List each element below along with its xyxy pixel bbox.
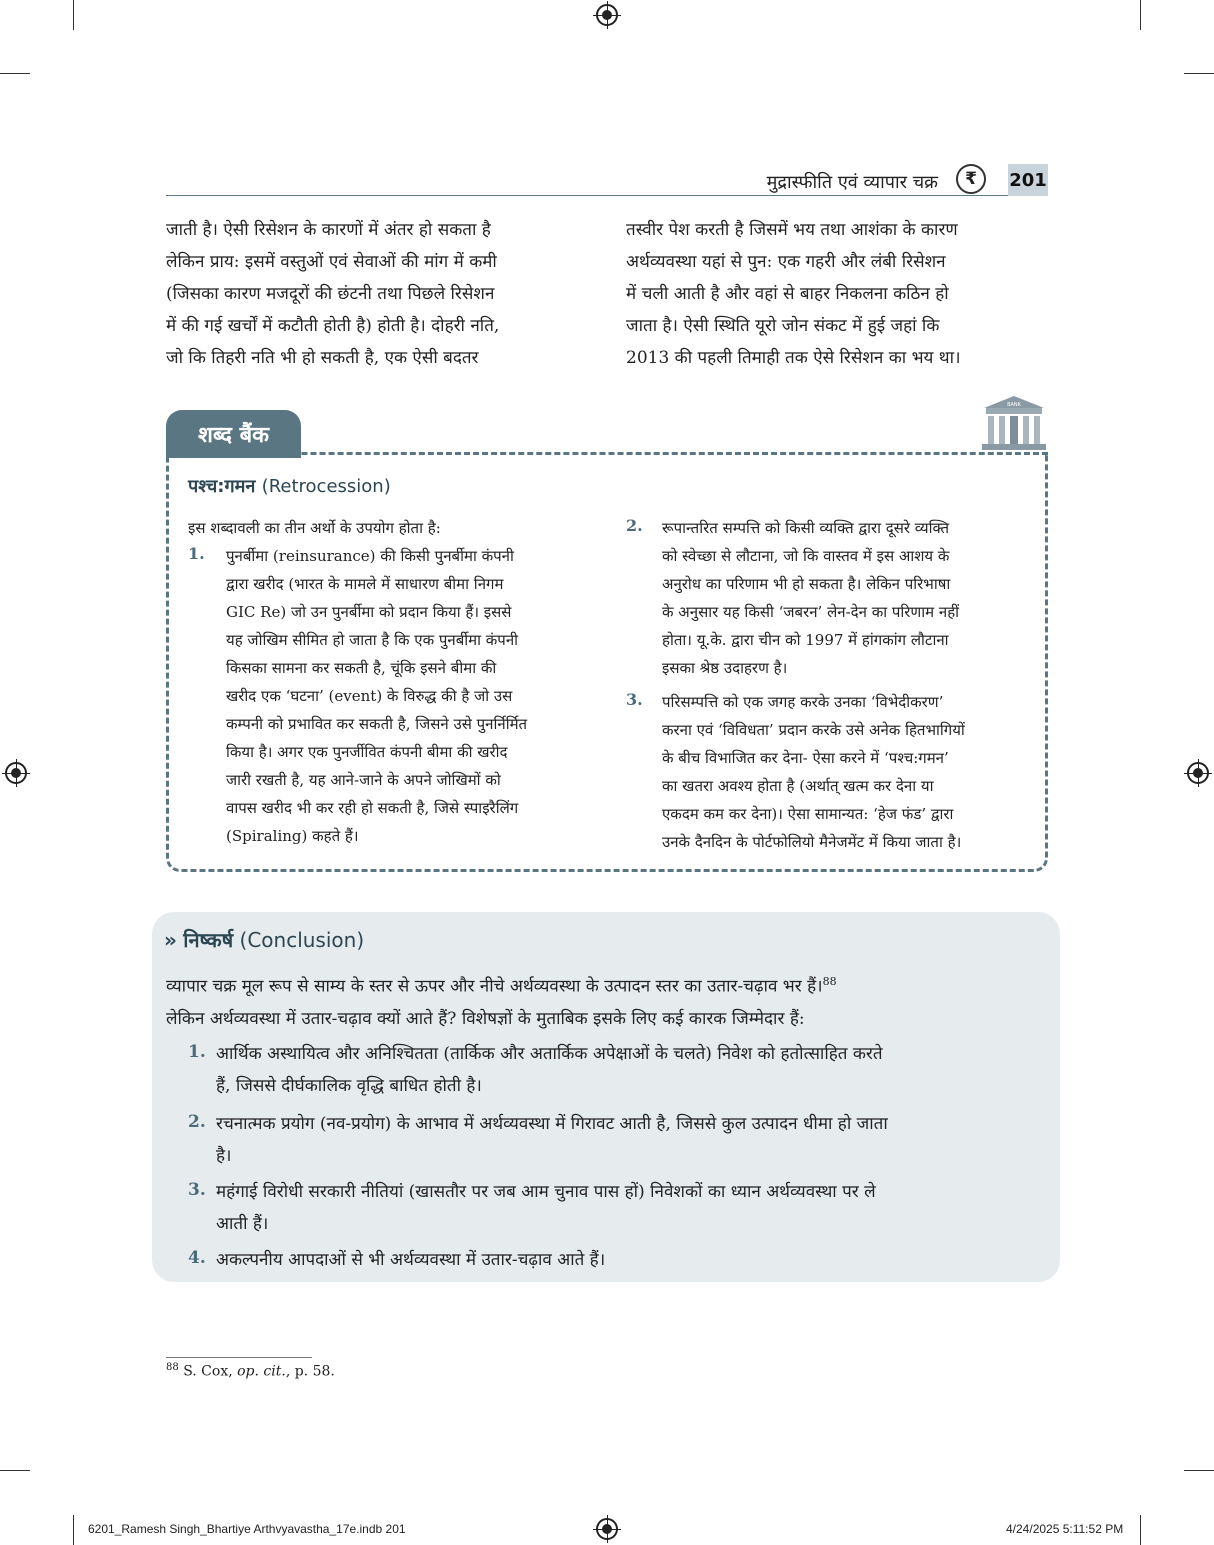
list-item [216, 1244, 1050, 1276]
slug-file: 6201_Ramesh Singh_Bhartiye Arthvyavastha_17e.indb 201 [88, 1522, 406, 1536]
text-line: के बीच विभाजित कर देना- ऐसा करने में ‘पश्च:गमन’ [662, 749, 949, 767]
page-number: 201 [1008, 164, 1048, 196]
text-line: करना एवं ‘विविधता’ प्रदान करके उसे अनेक हितभागियों [662, 721, 965, 739]
text-line: द्वारा खरीद (भारत के मामले में साधारण बीमा निगम [226, 575, 504, 593]
word-bank-item-2 [662, 514, 1026, 682]
word-bank-heading [188, 474, 391, 498]
text-line: जाता है। ऐसी स्थिति यूरो जोन संकट में हुई जहां कि [626, 316, 940, 336]
text-line: 2013 की पहली तिमाही तक ऐसे रिसेशन का भय था। [626, 348, 961, 368]
slug-date: 4/24/2025 5:11:52 PM [1006, 1522, 1124, 1536]
text-line: आर्थिक अस्थायित्व और अनिश्चितता (तार्किक और अतार्किक अपेक्षाओं के चलते) निवेश को हतोत्साहित करते [216, 1044, 883, 1064]
footnote-author: S. Cox, [183, 1363, 233, 1380]
registration-mark-icon [1187, 762, 1209, 784]
conclusion-paragraph [166, 966, 1050, 1035]
footnote [166, 1362, 335, 1380]
text-line: जो कि तिहरी नति भी हो सकती है, एक ऐसी बदतर [166, 348, 479, 368]
crop-mark [1184, 73, 1214, 74]
text: व्यापार चक्र मूल रूप से साम्य के स्तर से ऊपर और नीचे अर्थव्यवस्था के उत्पादन स्तर का उतार-चढ़ाव भर हैं। [166, 976, 823, 997]
footnote-ref: 88 [822, 975, 837, 988]
text-line: रूपान्तरित सम्पत्ति को किसी व्यक्ति द्वारा दूसरे व्यक्ति [662, 519, 950, 537]
footnote-rule [166, 1357, 312, 1358]
text-line [166, 966, 1050, 1003]
text-line: यह जोखिम सीमित हो जाता है कि एक पुनर्बीमा कंपनी [226, 631, 519, 649]
crop-mark [73, 0, 74, 30]
registration-mark-icon [5, 762, 27, 784]
text-line: को स्वेच्छा से लौटाना, जो कि वास्तव में इस आशय के [662, 547, 950, 565]
word-bank-item-1 [226, 542, 588, 850]
text-line: अनुरोध का परिणाम भी हो सकता है। लेकिन परिभाषा [662, 575, 951, 593]
heading-hindi: पश्च:गमन [188, 476, 256, 497]
list-number: 2. [188, 1112, 206, 1132]
text-line: रचनात्मक प्रयोग (नव-प्रयोग) के आभाव में अर्थव्यवस्था में गिरावट आती है, जिससे कुल उत्पादन धीमा हो जाता [216, 1114, 888, 1134]
word-bank-tab: शब्द बैंक [166, 410, 301, 458]
text-line: के अनुसार यह किसी ‘जबरन’ लेन-देन का परिणाम नहीं [662, 603, 960, 621]
intro-right-column [626, 214, 1050, 374]
item-number: 2. [626, 516, 643, 535]
text-line: में की गई खर्चों में कटौती होती है) होती है। दोहरी नति, [166, 316, 500, 336]
item-number: 1. [188, 544, 205, 563]
rupee-icon: ₹ [956, 164, 986, 194]
list-item [216, 1176, 1050, 1240]
text-line: है। [216, 1146, 232, 1166]
text-line: अकल्पनीय आपदाओं से भी अर्थव्यवस्था में उतार-चढ़ाव आते हैं। [216, 1250, 606, 1270]
text-line: उनके दैनदिन के पोर्टफोलियो मैनेजमेंट में किया जाता है। [662, 833, 962, 851]
crop-mark [1140, 1515, 1141, 1545]
text-line: (जिसका कारण मजदूरों की छंटनी तथा पिछले रिसेशन [166, 284, 495, 304]
text-line: परिसम्पत्ति को एक जगह करके उनका ‘विभेदीकरण’ [662, 693, 944, 711]
heading-hindi: निष्कर्ष [183, 928, 234, 952]
word-bank-intro: इस शब्दावली का तीन अर्थो के उपयोग होता है: [188, 519, 441, 537]
conclusion-heading [164, 926, 364, 953]
heading-english: (Retrocession) [261, 476, 391, 497]
footnote-number: 88 [166, 1362, 179, 1373]
text-line: कम्पनी को प्रभावित कर सकती है, जिसने उसे पुनर्निर्मित [226, 715, 528, 733]
text-line: किसका सामना कर सकती है, चूंकि इसने बीमा की [226, 659, 497, 677]
bank-sign: BANK [1007, 402, 1021, 408]
text-line: जारी रखती है, यह आने-जाने के अपने जोखिमों को [226, 771, 501, 789]
text-line: (Spiraling) कहते हैं। [226, 827, 359, 845]
crop-mark [1184, 1470, 1214, 1471]
crop-mark [0, 73, 30, 74]
registration-mark-icon [596, 4, 618, 26]
text-line: इसका श्रेष्ठ उदाहरण है। [662, 659, 788, 677]
list-item [216, 1108, 1050, 1172]
text-line: पुनर्बीमा (reinsurance) की किसी पुनर्बीमा कंपनी [226, 547, 514, 565]
heading-english: (Conclusion) [239, 928, 365, 952]
list-item [216, 1038, 1050, 1102]
text-line: किया है। अगर एक पुनर्जीवित कंपनी बीमा की खरीद [226, 743, 508, 761]
list-number: 3. [188, 1180, 206, 1200]
text-line: अर्थव्यवस्था यहां से पुन: एक गहरी और लंबी रिसेशन [626, 252, 946, 272]
text-line: खरीद एक ‘घटना’ (event) के विरुद्ध की है जो उस [226, 687, 513, 705]
crop-mark [1140, 0, 1141, 30]
footnote-ref: op. cit. [237, 1363, 286, 1380]
text-line: होता। यू.के. द्वारा चीन को 1997 में हांगकांग लौटाना [662, 631, 949, 649]
list-number: 1. [188, 1042, 206, 1062]
text-line: में चली आती है और वहां से बाहर निकलना कठिन हो [626, 284, 949, 304]
item-number: 3. [626, 690, 643, 709]
list-number: 4. [188, 1248, 206, 1268]
running-title: मुद्रास्फीति एवं व्यापार चक्र [766, 172, 938, 193]
text-line: का खतरा अवश्य होता है (अर्थात् खत्म कर देना या [662, 777, 934, 795]
word-bank-item-3 [662, 688, 1026, 856]
bank-building-icon [980, 394, 1048, 452]
text-line: एकदम कम कर देना)। ऐसा सामान्यत: ‘हेज फंड’ द्वारा [662, 805, 954, 823]
header-rule [166, 195, 1008, 196]
chevron-right-icon: » [164, 928, 177, 952]
crop-mark [73, 1515, 74, 1545]
crop-mark [0, 1470, 30, 1471]
text-line: लेकिन अर्थव्यवस्था में उतार-चढ़ाव क्यों आते हैं? विशेषज्ञों के मुताबिक इसके लिए कई कारक जिम्मेदार हैं: [166, 1008, 805, 1029]
text-line: महंगाई विरोधी सरकारी नीतियां (खासतौर पर जब आम चुनाव पास हों) निवेशकों का ध्यान अर्थव्यवस्था पर ले [216, 1182, 876, 1202]
text-line: GIC Re) जो उन पुनर्बीमा को प्रदान किया हैं। इससे [226, 603, 512, 621]
text-line: वापस खरीद भी कर रही हो सकती है, जिसे स्पाइरैलिंग [226, 799, 519, 817]
text-line: तस्वीर पेश करती है जिसमें भय तथा आशंका के कारण [626, 220, 958, 240]
text-line: आती हैं। [216, 1214, 269, 1234]
intro-left-column [166, 214, 590, 374]
text-line: हैं, जिससे दीर्घकालिक वृद्धि बाधित होती है। [216, 1076, 482, 1096]
footnote-page: , p. 58. [285, 1363, 335, 1380]
text-line: लेकिन प्राय: इसमें वस्तुओं एवं सेवाओं की मांग में कमी [166, 252, 497, 272]
registration-mark-icon [596, 1518, 618, 1540]
text-line: जाती है। ऐसी रिसेशन के कारणों में अंतर हो सकता है [166, 220, 491, 240]
